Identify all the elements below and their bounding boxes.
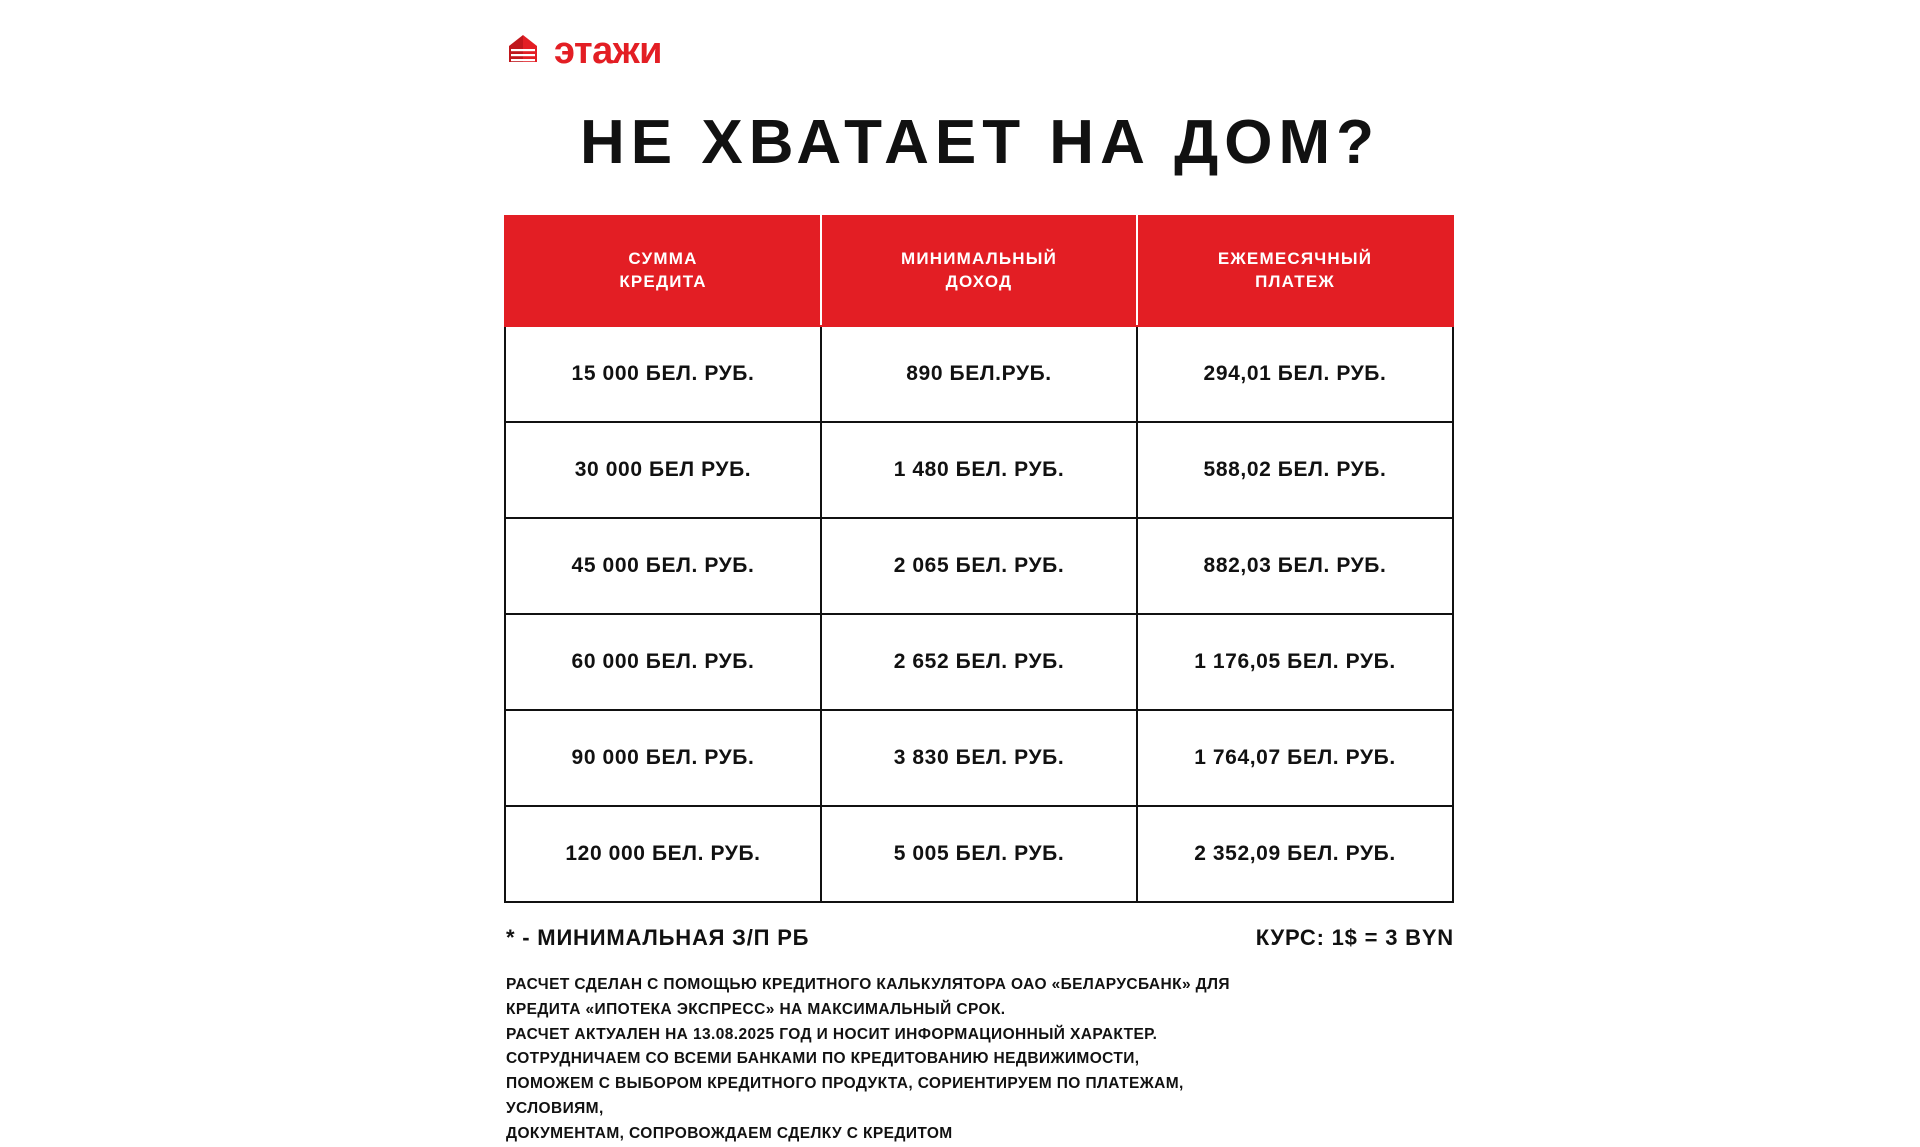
cell-minimum-income: 2 065 БЕЛ. РУБ.	[821, 518, 1137, 614]
cell-minimum-income: 3 830 БЕЛ. РУБ.	[821, 710, 1137, 806]
note-minimum-salary: * - МИНИМАЛЬНАЯ З/П РБ	[506, 925, 810, 951]
cell-loan-amount: 120 000 БЕЛ. РУБ.	[505, 806, 821, 902]
fineprint-line: КРЕДИТА «ИПОТЕКА ЭКСПРЕСС» НА МАКСИМАЛЬНЫЙ СРОК.	[506, 1000, 1006, 1018]
cell-loan-amount: 15 000 БЕЛ. РУБ.	[505, 326, 821, 422]
page-title: НЕ ХВАТАЕТ НА ДОМ?	[580, 108, 1380, 177]
cell-minimum-income: 890 БЕЛ.РУБ.	[821, 326, 1137, 422]
fineprint-line: УСЛОВИЯМ,	[506, 1100, 604, 1118]
column-header-line: ПЛАТЕЖ	[1255, 272, 1335, 292]
table-header-row	[505, 216, 1453, 326]
fineprint-line: РАСЧЕТ СДЕЛАН С ПОМОЩЬЮ КРЕДИТНОГО КАЛЬКУЛЯТОРА ОАО «БЕЛАРУСБАНК» ДЛЯ	[506, 976, 1230, 994]
column-header-line: КРЕДИТА	[619, 272, 707, 292]
building-icon	[504, 32, 542, 70]
notes-row	[500, 903, 1460, 951]
fineprint-block	[500, 951, 1460, 1147]
cell-monthly-payment: 1 764,07 БЕЛ. РУБ.	[1137, 710, 1453, 806]
column-header-monthly-payment	[1137, 216, 1453, 326]
column-header-minimum-income	[821, 216, 1137, 326]
fineprint-line: ПОМОЖЕМ С ВЫБОРОМ КРЕДИТНОГО ПРОДУКТА, СОРИЕНТИРУЕМ ПО ПЛАТЕЖАМ,	[506, 1075, 1184, 1093]
table-row	[505, 518, 1453, 614]
cell-minimum-income: 1 480 БЕЛ. РУБ.	[821, 422, 1137, 518]
cell-monthly-payment: 882,03 БЕЛ. РУБ.	[1137, 518, 1453, 614]
fineprint-line: ДОКУМЕНТАМ, СОПРОВОЖДАЕМ СДЕЛКУ С КРЕДИТОМ	[506, 1124, 953, 1142]
table-row	[505, 614, 1453, 710]
cell-loan-amount: 30 000 БЕЛ РУБ.	[505, 422, 821, 518]
cell-minimum-income: 5 005 БЕЛ. РУБ.	[821, 806, 1137, 902]
table-row	[505, 326, 1453, 422]
column-header-loan-amount	[505, 216, 821, 326]
fineprint-line: СОТРУДНИЧАЕМ СО ВСЕМИ БАНКАМИ ПО КРЕДИТОВАНИЮ НЕДВИЖИМОСТИ,	[506, 1050, 1140, 1068]
cell-monthly-payment: 1 176,05 БЕЛ. РУБ.	[1137, 614, 1453, 710]
column-header-line: ЕЖЕМЕСЯЧНЫЙ	[1217, 249, 1373, 269]
table-row	[505, 710, 1453, 806]
brand-logo	[500, 0, 1460, 78]
rates-table	[504, 215, 1454, 903]
column-header-line: ДОХОД	[945, 272, 1013, 292]
brand-name: этажи	[554, 30, 663, 72]
table-row	[505, 422, 1453, 518]
poster-content	[500, 0, 1460, 1142]
cell-monthly-payment: 294,01 БЕЛ. РУБ.	[1137, 326, 1453, 422]
note-exchange-rate: КУРС: 1$ = 3 BYN	[1255, 925, 1454, 951]
cell-loan-amount: 45 000 БЕЛ. РУБ.	[505, 518, 821, 614]
cell-minimum-income: 2 652 БЕЛ. РУБ.	[821, 614, 1137, 710]
rates-table-wrapper	[500, 215, 1460, 903]
cell-loan-amount: 90 000 БЕЛ. РУБ.	[505, 710, 821, 806]
table-body	[505, 326, 1453, 902]
column-header-line: СУММА	[628, 249, 698, 269]
cell-loan-amount: 60 000 БЕЛ. РУБ.	[505, 614, 821, 710]
table-header	[505, 216, 1453, 326]
fineprint-line: РАСЧЕТ АКТУАЛЕН НА 13.08.2025 ГОД И НОСИТ ИНФОРМАЦИОННЫЙ ХАРАКТЕР.	[506, 1025, 1158, 1043]
cell-monthly-payment: 2 352,09 БЕЛ. РУБ.	[1137, 806, 1453, 902]
table-row	[505, 806, 1453, 902]
column-header-line: МИНИМАЛЬНЫЙ	[900, 249, 1057, 269]
cell-monthly-payment: 588,02 БЕЛ. РУБ.	[1137, 422, 1453, 518]
